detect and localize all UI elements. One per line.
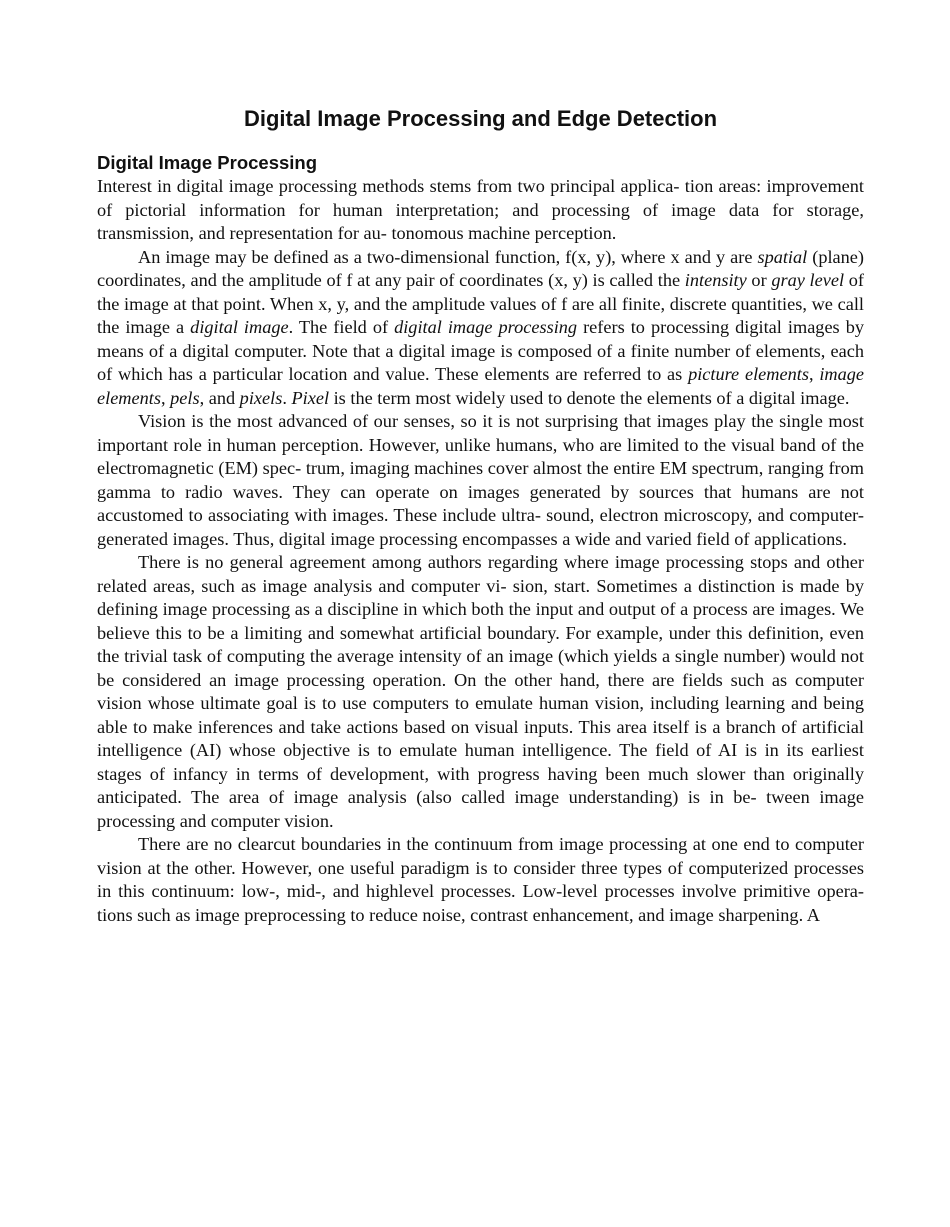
text-run: . The field of — [288, 317, 395, 337]
italic-term: digital image processing — [394, 317, 578, 337]
text-run: or — [746, 270, 772, 290]
text-run: , — [160, 387, 171, 408]
italic-term: Pixel — [291, 387, 330, 408]
italic-term: pels — [170, 387, 200, 408]
italic-term: intensity — [684, 270, 747, 290]
italic-term: pixels — [239, 387, 283, 408]
section-heading: Digital Image Processing — [97, 152, 318, 173]
paragraph-4: There is no general agreement among authors regarding where image processing stops and other related areas, such as image analysis and computer vi- sion, start. Sometimes a distinction is made by defining image processing as a discipline in which both the input and output of a process are images. We believe this to be a limiting and somewhat artificial boundary. For example, under this definition, even the trivial task of computing the average intensity of an image (which yields a single number) would not be considered an image processing operation. On the other hand, there are fields such as computer vision whose ultimate goal is to use computers to emulate human vision, including learning and being able to make inferences and take actions based on visual inputs. This area itself is a branch of artificial intelligence (AI) whose objective is to emulate human intelligence. The field of AI is in its earliest stages of infancy in terms of development, with progress having been much slower than originally anticipated. The area of image analysis (also called image understanding) is in be- tween image processing and computer vision. — [97, 552, 864, 831]
text-run: , — [808, 364, 820, 384]
document-title: Digital Image Processing and Edge Detection — [243, 106, 718, 131]
italic-term: spatial — [757, 246, 808, 267]
paragraph-2 — [97, 246, 864, 411]
document-page — [97, 104, 864, 927]
italic-term: digital image — [190, 317, 289, 337]
italic-term: gray level — [771, 270, 845, 290]
italic-term: picture elements — [688, 364, 809, 384]
text-run: is the term most widely used to denote the elements of a digital image. — [329, 387, 850, 408]
paragraph-1: Interest in digital image processing methods stems from two principal applica- tion areas: improvement of pictorial information for human interpretation; and processing of image data for storage, transmission, and representation for au- tonomous machine perception. — [97, 176, 864, 243]
text-run: (plane) coordinates, and the amplitude of f at any pair of coordinates (x, y) is called the — [97, 246, 864, 290]
text-run: refers to processing digital images by means of a digital computer. Note that a digital image is composed of a finite number of elements, each of which has a particular location and value. These elements are referred to as — [97, 317, 864, 384]
text-run: of the image at that point. When x, y, and the amplitude values of f are all finite, discrete quantities, we call the image a — [97, 270, 864, 337]
paragraph-5: There are no clearcut boundaries in the continuum from image processing at one end to computer vision at the other. However, one useful paradigm is to consider three types of computerized processes in this continuum: low-, mid-, and highlevel processes. Low-level processes involve primitive opera- tions such as image preprocessing to reduce noise, contrast enhancement, and image sharpening. A — [97, 834, 864, 925]
text-run: , and — [199, 387, 240, 408]
italic-term: image elements — [97, 364, 865, 408]
text-run: An image may be defined as a two-dimensional function, f(x, y), where x and y are — [138, 246, 758, 267]
paragraph-3: Vision is the most advanced of our senses, so it is not surprising that images play the single most important role in human perception. However, unlike humans, who are limited to the visual band of the electromagnetic (EM) spec- trum, imaging machines cover almost the entire EM spectrum, ranging from gamma to radio waves. They can operate on images generated by sources that humans are not accustomed to associating with images. These include ultra- sound, electron microscopy, and computer-generated images. Thus, digital image processing encompasses a wide and varied field of applications. — [97, 411, 864, 549]
text-run: . — [282, 387, 292, 408]
